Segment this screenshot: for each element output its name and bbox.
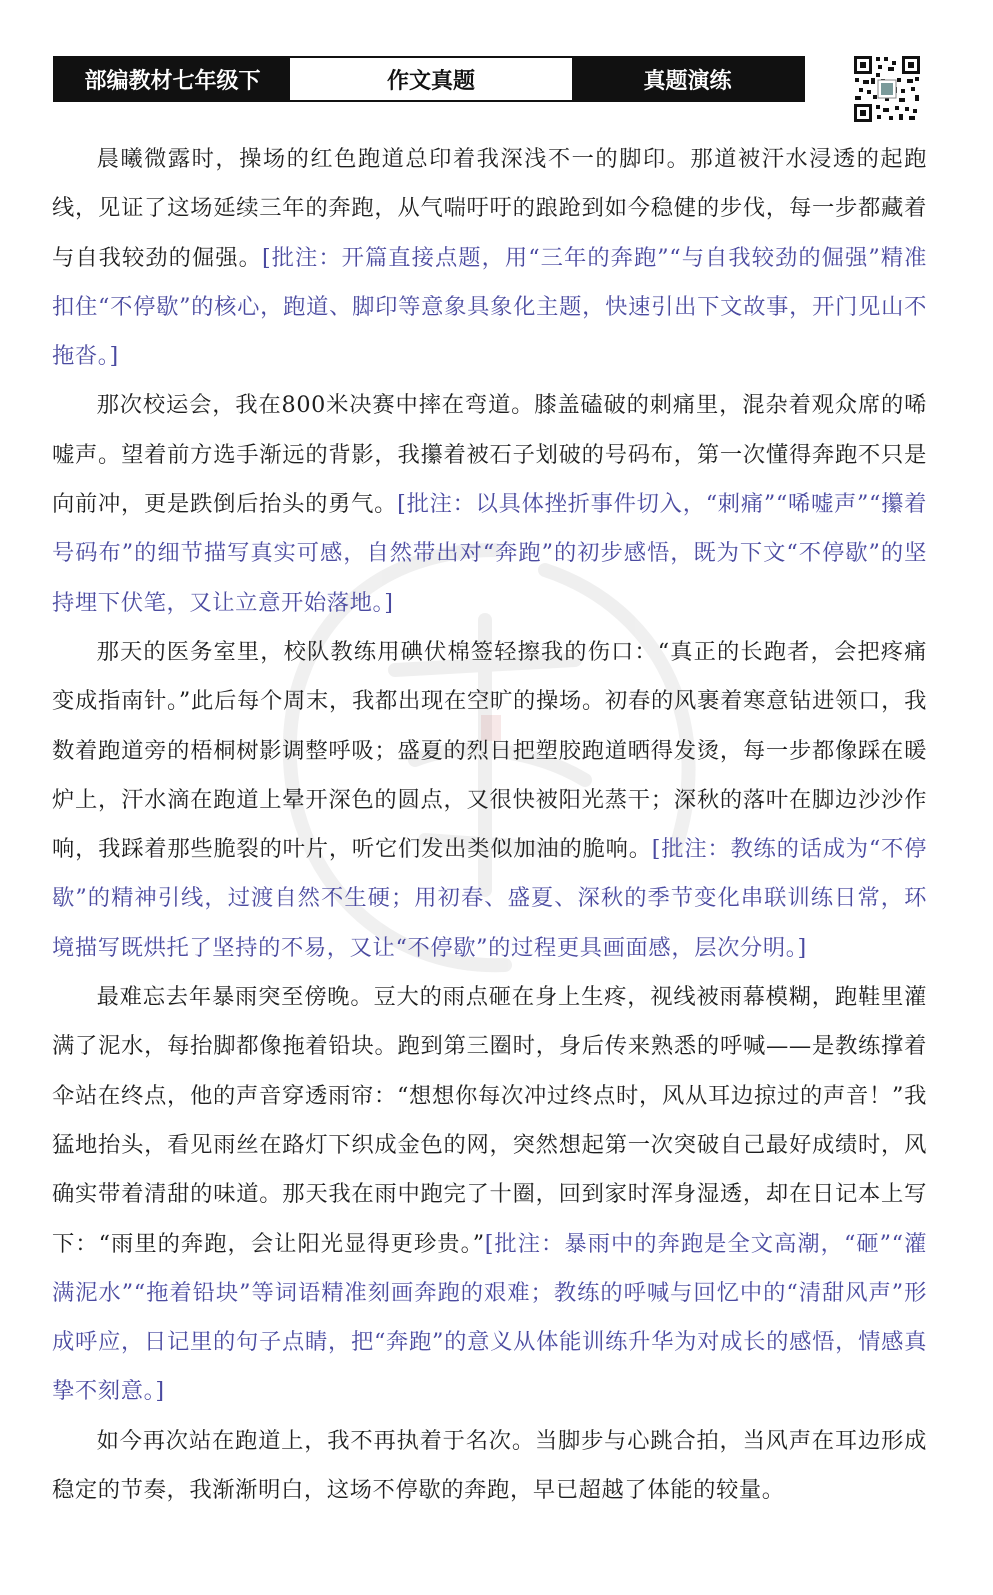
paragraph-text: 晨曦微露时，操场的红色跑道总印着我深浅不一的脚印。那道被汗水浸透的起跑线，见证了这场延续三年的奔跑，从气喘吁吁的踉跄到如今稳健的步伐，每一步都藏着与自我较劲的倔强。	[52, 146, 927, 271]
paragraph-text: 如今再次站在跑道上，我不再执着于名次。当脚步与心跳合拍，当风声在耳边形成稳定的节奏，我渐渐明白，这场不停歇的奔跑，早已超越了体能的较量。	[52, 1427, 927, 1504]
header-grade-label: 部编教材七年级下	[55, 58, 290, 100]
header-section-label: 真题演练	[572, 58, 803, 100]
qr-code-icon	[852, 54, 922, 124]
header-bar	[53, 56, 805, 102]
header-topic-label: 作文真题	[290, 58, 572, 100]
paragraph-text: 那天的医务室里，校队教练用碘伏棉签轻擦我的伤口：“真正的长跑者，会把疼痛变成指南针。”此后每个周末，我都出现在空旷的操场。初春的风裹着寒意钻进领口，我数着跑道旁的梧桐树影调整呼吸；盛夏的烈日把塑胶跑道晒得发烫，每一步都像踩在暖炉上，汗水滴在跑道上晕开深色的圆点，又很快被阳光蒸干；深秋的落叶在脚边沙沙作响，我踩着那些脆裂的叶片，听它们发出类似加油的脆响。	[52, 638, 927, 863]
essay-paragraph-1	[52, 135, 927, 381]
paragraph-text: 最难忘去年暴雨突至傍晚。豆大的雨点砸在身上生疼，视线被雨幕模糊，跑鞋里灌满了泥水，每抬脚都像拖着铅块。跑到第三圈时，身后传来熟悉的呼喊——是教练撑着伞站在终点，他的声音穿透雨帘：“想想你每次冲过终点时，风从耳边掠过的声音！”我猛地抬头，看见雨丝在路灯下织成金色的网，突然想起第一次突破自己最好成绩时，风确实带着清甜的味道。那天我在雨中跑完了十圈，回到家时浑身湿透，却在日记本上写下：“雨里的奔跑，会让阳光显得更珍贵。”	[52, 984, 927, 1257]
annotation-note: [批注：开篇直接点题，用“三年的奔跑”“与自我较劲的倔强”精准扣住“不停歇”的核心，跑道、脚印等意象具象化主题，快速引出下文故事，开门见山不拖沓。]	[52, 244, 927, 370]
annotation-note: [批注：暴雨中的奔跑是全文高潮，“砸”“灌满泥水”“拖着铅块”等词语精准刻画奔跑的艰难；教练的呼喊与回忆中的“清甜风声”形成呼应，日记里的句子点睛，把“奔跑”的意义从体能训练升华为对成长的感悟，情感真挚不刻意。]	[52, 1230, 927, 1405]
essay-paragraph-4	[52, 973, 927, 1417]
annotation-note: [批注：教练的话成为“不停歇”的精神引线，过渡自然不生硬；用初春、盛夏、深秋的季节变化串联训练日常，环境描写既烘托了坚持的不易，又让“不停歇”的过程更具画面感，层次分明。]	[52, 836, 927, 961]
essay-body	[52, 135, 927, 1515]
annotation-note: [批注：以具体挫折事件切入，“刺痛”“唏嘘声”“攥着号码布”的细节描写真实可感，自然带出对“奔跑”的初步感悟，既为下文“不停歇”的坚持埋下伏笔，又让立意开始落地。]	[52, 491, 927, 616]
essay-paragraph-3	[52, 628, 927, 973]
essay-paragraph-5	[52, 1417, 927, 1516]
paragraph-text: 那次校运会，我在800米决赛中摔在弯道。膝盖磕破的刺痛里，混杂着观众席的唏嘘声。望着前方选手渐远的背影，我攥着被石子划破的号码布，第一次懂得奔跑不只是向前冲，更是跌倒后抬头的勇气。	[52, 392, 927, 518]
essay-paragraph-2	[52, 381, 927, 627]
